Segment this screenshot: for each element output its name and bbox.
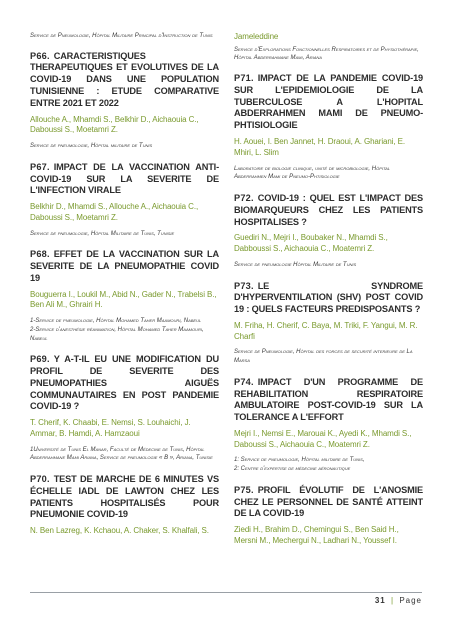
abstract-title [30, 474, 219, 521]
abstract-affiliation: 1Université de Tunis El Manar, Faculté de Médecine de Tunis, Hôpital Abderrahmane Mami Ariana, Service de pneumologie « B », Ariana, Tunisie [30, 446, 213, 462]
abstract-entry-p74 [234, 377, 423, 474]
abstract-affiliation: 1: Service de pneumologie, Hôpital militaire de Tunis, 2: Centre d'expertise de médecine aéronautique [234, 457, 365, 473]
abstract-title-text: PROFIL ÉVOLUTIF DE L'ANOSMIE CHEZ LE PERSONNEL DE SANTÉ ATTEINT DE LA COVID-19 [234, 484, 423, 519]
abstract-title-text: CARACTERISTIQUES THERAPEUTIQUES ET EVOLUTIVES DE LA COVID-19 DANS UNE POPULATION TUNISIENNE : ETUDE COMPARATIVE ENTRE 2021 ET 2022 [30, 50, 219, 108]
abstract-code: P69. [30, 354, 50, 365]
abstract-title [30, 51, 219, 110]
abstract-code: P68. [30, 249, 50, 260]
abstract-title-text: IMPACT D'UN PROGRAMME DE REHABILITATION RESPIRATOIRE AMBULATOIRE POST-COVID-19 SUR LA TOLERANCE A L'EFFORT [234, 376, 423, 423]
abstract-entry-p73 [234, 281, 423, 366]
abstract-title-text: IMPACT DE LA PANDEMIE COVID-19 SUR L'EPIDEMIOLOGIE DE LA TUBERCULOSE A L'HOPITAL ABDERRAHMEN MAMI DE PNEUMO-PHTISIOLOGIE [234, 73, 423, 131]
abstract-authors: Belkhir D., Mhamdi S., Allouche A., Aichaouia C., Daboussi S., Moetamri Z. [30, 202, 199, 222]
abstract-affiliation: Laboratoire de biologie clinique, unité de microbiologie, Hôpital Abderrahmen Mami de Pneumo-Phtisiologie [234, 165, 391, 181]
abstract-title [234, 377, 423, 424]
abstract-title [234, 73, 423, 132]
abstract-entry-p68 [30, 249, 219, 343]
abstract-entry-p70 [30, 474, 219, 537]
right-column [234, 32, 423, 558]
abstract-title-text: TEST DE MARCHE DE 6 MINUTES VS ÉCHELLE IADL DE LAWTON CHEZ LES PATIENTS HOSPITALISÉS POUR PNEUMONIE COVID-19 [30, 474, 219, 520]
abstract-affiliation: Service de pneumologie, Hôpital Militaire de Tunis, Tunisie [30, 230, 175, 237]
abstract-title [30, 162, 219, 197]
abstract-title [234, 193, 423, 228]
affiliation-text: Service d'Explorations Fonctionnelles Respiratoires et de Physiothérapie, Hôpital Abderrahmane Mami, Ariana [234, 46, 419, 62]
abstract-authors: Mejri I., Nemsi E., Marouai K., Ayedi K., Mhamdi S., Daboussi S., Aichaouia C., Moatemri Z. [234, 428, 412, 449]
abstract-authors: H. Aouei, I. Ben Jannet, H. Draoui, A. Ghariani, E. Mhiri, L. Slim [234, 137, 405, 157]
abstract-code: P73. [234, 280, 254, 291]
abstract-affiliation: Service de pneumologie, Hôpital militaire de Tunis [30, 143, 153, 150]
continued-authors: Jameleddine [234, 32, 279, 41]
abstract-title [30, 354, 219, 413]
abstract-entry-p67 [30, 162, 219, 239]
abstract-title [234, 281, 423, 316]
abstract-affiliation: 1-Service de pneumologie, Hôpital Mohamed Taher Maamouri, Nabeul 2-Service d'anesthésie réanimation, Hôpital Mohamed Taher Maamouri, Nabeul [30, 318, 204, 342]
page-label: Page [399, 596, 422, 605]
left-column [30, 32, 219, 548]
abstract-authors: Guediri N., Mejri I., Boubaker N., Mhamdi S., Dabboussi S., Aichaouia C., Moatemri Z. [234, 233, 388, 254]
abstract-title-text: IMPACT DE LA VACCINATION ANTI-COVID-19 SUR LA SEVERITE DE L'INFECTION VIRALE [30, 161, 219, 196]
abstract-code: P75. [234, 484, 254, 495]
abstract-authors: T. Cherif, K. Chaabi, E. Nemsi, S. Louhaichi, J. Ammar, B. Hamdi, A. Hamzaoui [30, 418, 191, 438]
abstract-affiliation: Service de pneumologie Hôpital Militaire de Tunis [234, 261, 357, 268]
abstract-code: P74. [234, 376, 254, 387]
abstract-entry-p69 [30, 354, 219, 463]
abstract-authors: Bouguerra I., Loukil M., Abid N., Gader N., Trabelsi B., Ben Ali M., Ghrairi H. [30, 289, 217, 310]
page-footer [30, 592, 422, 613]
abstract-affiliation: Service de Pneumologie, Hôpital des forces de securité interieure de La Marsa [234, 349, 413, 365]
abstract-code: P66. [30, 50, 50, 61]
abstract-title-text: LE SYNDROME D'HYPERVENTILATION (SHV) POST COVID 19 : QUELS FACTEURS PREDISPOSANTS ? [234, 280, 423, 315]
abstract-title-text: EFFET DE LA VACCINATION SUR LA SEVERITE DE LA PNEUMOPATHIE COVID 19 [30, 249, 219, 283]
abstract-code: P72. [234, 192, 254, 203]
abstract-entry-p71 [234, 73, 423, 182]
abstract-authors: N. Ben Lazreg, K. Kchaou, A. Chaker, S. Khalfali, S. [30, 526, 209, 536]
abstract-entry-p72 [234, 193, 423, 270]
affiliation-text: Service de Pneumologie, Hôpital Militaire Principal d'Instruction de Tunis [30, 33, 213, 39]
page-number [375, 596, 422, 605]
abstract-code: P70. [30, 474, 50, 485]
abstract-title-text: COVID-19 : QUEL EST L'IMPACT DES BIOMARQUEURS CHEZ LES PATIENTS HOSPITALISES ? [234, 192, 423, 227]
abstract-authors: Ziedi H., Brahim D., Chemingui S., Ben Said H., Mersni M., Mechergui N., Ladhari N., Youssef I. [234, 525, 399, 545]
abstract-entry-p75 [234, 485, 423, 547]
abstract-code: P71. [234, 73, 254, 84]
abstract-code: P67. [30, 161, 50, 172]
page-number-separator: | [391, 596, 395, 605]
page-number-value: 31 [374, 596, 386, 605]
abstract-title [30, 249, 219, 284]
abstract-title [234, 485, 423, 520]
abstract-authors: Allouche A., Mhamdi S., Belkhir D., Aichaouia C., Daboussi S., Moetamri Z. [30, 114, 199, 135]
abstract-authors: M. Friha, H. Cherif, C. Baya, M. Triki, F. Yangui, M. R. Charfi [234, 320, 418, 341]
abstract-title-text: Y A-T-IL EU UNE MODIFICATION DU PROFIL DE SEVERITE DES PNEUMOPATHIES AIGUËS COMMUNAUTAIRES EN POST PANDEMIE COVID-19 ? [30, 354, 219, 412]
abstract-entry-p66 [30, 51, 219, 151]
